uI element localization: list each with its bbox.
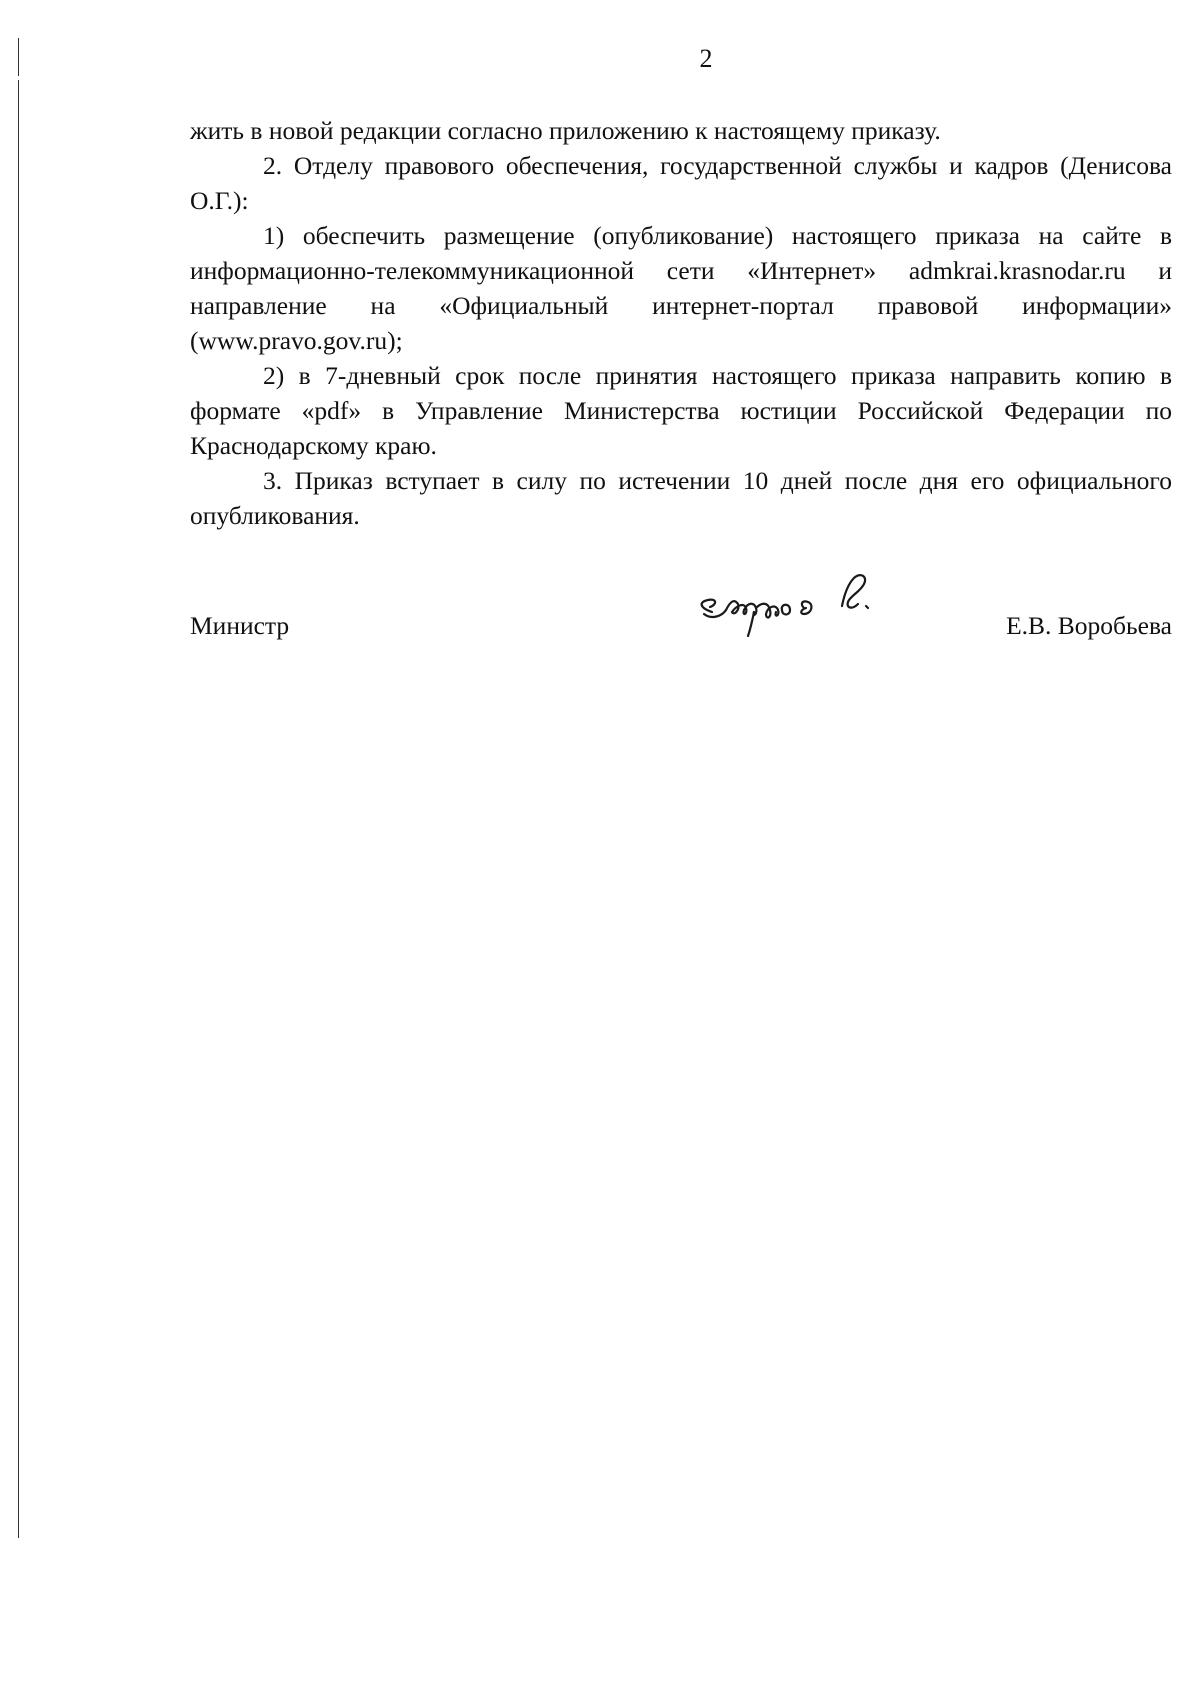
paragraph-item-2: 2. Отделу правового обеспечения, государственной службы и кадров (Денисова О.Г.): [190,151,1172,215]
document-body [190,113,1172,533]
paragraph-subitem-2: 2) в 7-дневный срок после принятия настоящего приказа направить копию в формате «pdf» в Управление Министерства юстиции Российской Федерации по Краснодарскому краю. [190,361,1172,460]
signature-block [190,608,1172,648]
signatory-title: Министр [190,611,290,640]
left-margin-line [18,80,19,1538]
paragraph-subitem-1: 1) обеспечить размещение (опубликование) настоящего приказа на сайте в информационно-телекоммуникационной сети «Интернет» admkrai.krasnodar.ru и направление на «Официальный интернет-портал правовой информации» (www.pravo.gov.ru); [190,221,1172,355]
signatory-name: Е.В. Воробьева [1006,611,1172,640]
paragraph-item-3: 3. Приказ вступает в силу по истечении 10 дней после дня его официального опубликования. [190,466,1172,530]
paragraph-continuation: жить в новой редакции согласно приложению к настоящему приказу. [190,116,941,145]
page-number: 2 [699,44,713,73]
page-number-container [0,44,1200,74]
